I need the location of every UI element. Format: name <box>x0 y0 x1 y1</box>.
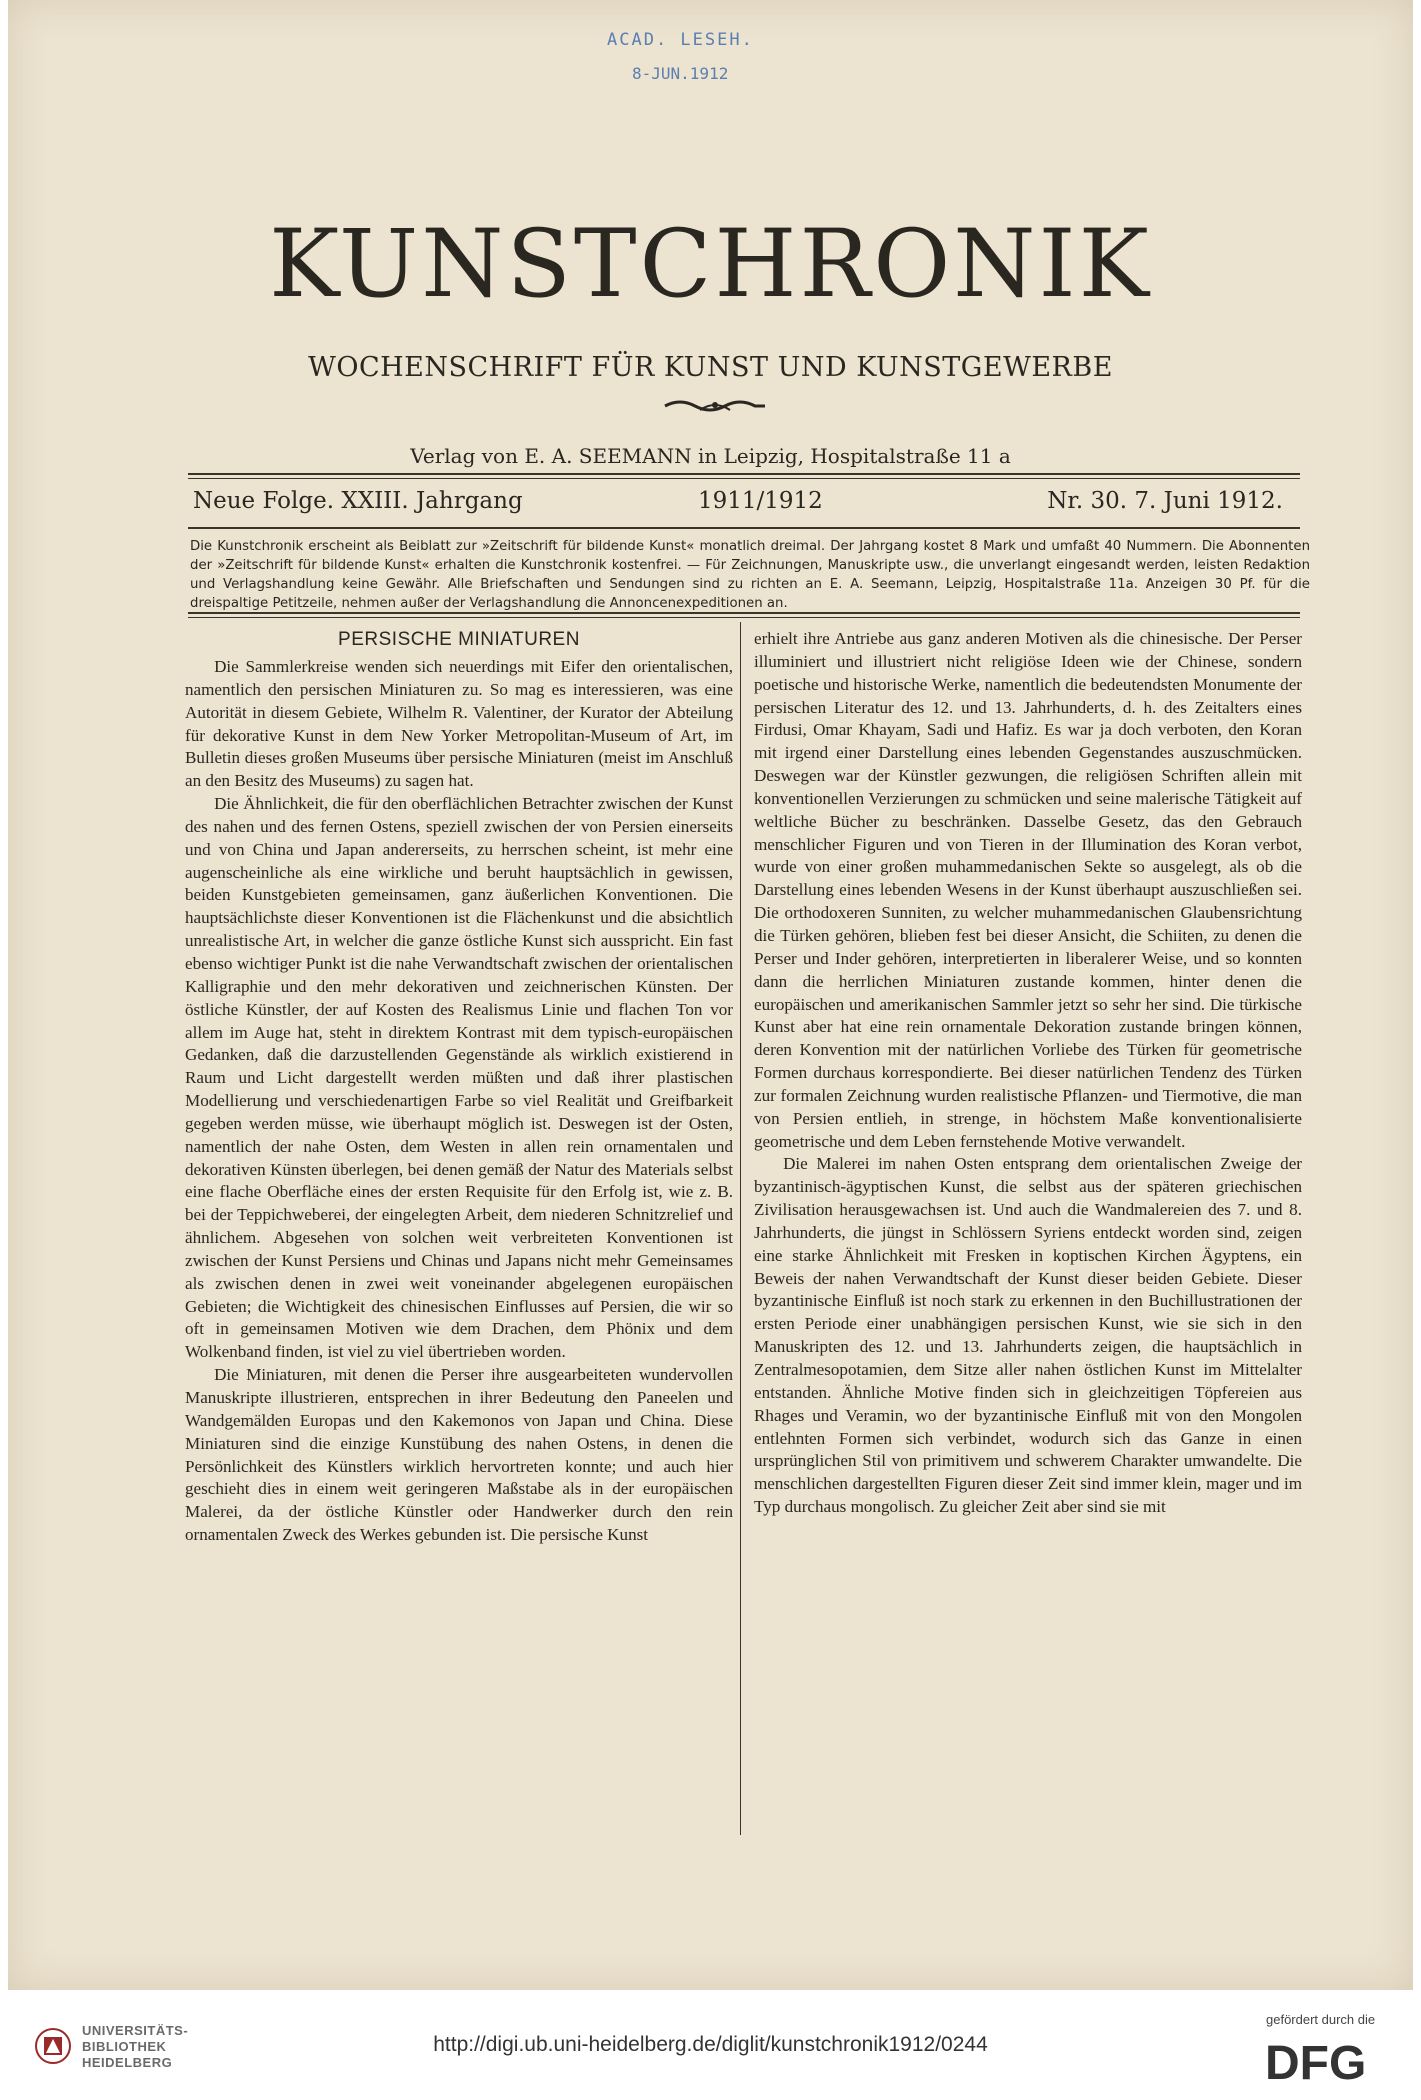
issue-rule <box>188 527 1300 529</box>
article-left-column <box>185 628 733 1547</box>
article-paragraph: Die Ähnlichkeit, die für den oberflächlichen Betrachter zwischen der Kunst des nahen und des fernen Ostens, speziell zwischen der von Persien einerseits und von China und Japan andererseits, zu herrschen scheint, ist mehr eine augenscheinliche als eine wirkliche und beruht hauptsächlich in gewissen, beiden Kunstgebieten gemeinsamen, ganz äußerlichen Konventionen. Die hauptsächlichste dieser Konventionen ist die Flächenkunst und die absichtlich unrealistische Art, in welcher die ganze östliche Kunst sich ausspricht. Ein fast ebenso wichtiger Punkt ist die nahe Verwandtschaft zwischen der orientalischen Kalligraphie und den mehr dekorativen und zeichnerischen Künsten. Der östliche Künstler, der auf Kosten des Realismus Linie und flachen Ton vor allem im Auge hat, steht in direktem Kontrast mit dem typisch-europäischen Gedanken, daß die darzustellenden Gegenstände als wirklich existierend in Raum und Licht dargestellt werden müßten und daß ihrer plastischen Modellierung und verschiedenartigen Farbe so viel Realität und Greifbarkeit gegeben werden müsse, wie überhaupt möglich ist. Deswegen ist der Osten, namentlich der nahe Osten, dem Westen in allen rein ornamentalen und dekorativen Künsten überlegen, bei denen gemäß der Natur des Materials selbst eine flache Oberfläche eines der ersten Requisite für den Erfolg ist, wie z. B. bei der Teppichweberei, der eingelegten Arbeit, dem niederen Schnitzrelief und ähnlichem. Abgesehen von solchen weit verbreiteten Konventionen ist zwischen der Kunst Persiens und Chinas und Japans nicht mehr Gemeinsames als zwischen denen in zwei weit voneinander abgelegenen europäischen Gebieten; die Wichtigkeit des chinesischen Einflusses auf Persien, die wir so oft in gemeinsamen Motiven wie dem Drachen, dem Phönix und dem Wolkenband finden, ist viel zu viel übertrieben worden. <box>185 794 733 1362</box>
notice-rule <box>188 612 1300 614</box>
article-paragraph: erhielt ihre Antriebe aus ganz anderen Motiven als die chinesische. Der Perser illuminiert und illustriert nicht religiöse Ideen wie der Chinese, sondern poetische und historische Werke, namentlich die bedeutendsten Monumente der persischen Literatur des 12. und 13. Jahrhunderts, d. h. des Zeitalters eines Firdusi, Omar Khayam, Sadi und Hafiz. Es war ja doch verboten, den Koran mit irgend einer Darstellung eines lebenden Gegenstandes auszuschmücken. Deswegen war der Künstler gezwungen, die religiösen Schriften allein mit konventionellen Verzierungen zu schmücken und seine malerische Tätigkeit auf weltliche Bücher zu beschränken. Dasselbe Gesetz, das den Gebrauch menschlicher Figuren und von Tieren in der Illumination des Koran verbot, wurde von einer großen muhammedanischen Sekte so ausgelegt, als ob die Darstellung eines lebenden Wesens in der Kunst überhaupt auszuschließen sei. Die orthodoxeren Sunniten, zu welcher muhammedanischen Glaubensrichtung die Türken gehören, blieben fest bei dieser Ansicht, die Schiiten, zu denen die Perser und Inder gehören, interpretierten in liberalerer Weise, und so konnten dann die herrlichen Miniaturen zustande kommen, hinter denen die europäischen und amerikanischen Sammler jetzt so sehr her sind. Die türkische Kunst aber hat eine rein ornamentale Dekoration zustande bringen können, deren Konvention mit der natürlichen Vorliebe des Türken für geometrische Formen durchaus korrespondierte. Bei dieser natürlichen Tendenz des Türken zur formalen Zeichnung wurden realistische Pflanzen- und Tiermotive, die man von Persien entlieh, in strenge, in höchstem Maße konventionalisierte geometrische und dem Leben fernstehende Motive verwandelt. <box>754 629 1302 1151</box>
article-paragraph: Die Sammlerkreise wenden sich neuerdings mit Eifer den orientalischen, namentlich den persischen Miniaturen zu. So mag es interessieren, was eine Autorität in diesem Gebiete, Wilhelm R. Valentiner, der Kurator der Abteilung für dekorative Kunst in dem New Yorker Metropolitan-Museum of Art, im Bulletin dieses großen Museums über persische Miniaturen (meist im Anschluß an den Besitz des Museums) zu sagen hat. <box>185 657 733 791</box>
article-title: PERSISCHE MINIATUREN <box>338 629 580 650</box>
institution-line: HEIDELBERG <box>82 2055 173 2070</box>
issue-series: Neue Folge. XXIII. Jahrgang <box>193 488 523 514</box>
institution-line: UNIVERSITÄTS- <box>82 2023 189 2038</box>
article-right-column <box>754 628 1302 1519</box>
header-rule-top <box>188 473 1300 475</box>
article-paragraph: Die Miniaturen, mit denen die Perser ihre ausgearbeiteten wundervollen Manuskripte illustrieren, entsprechen in ihrer Bedeutung den Paneelen und Wandgemälden Europas und den Kakemonos von Japan und China. Diese Miniaturen sind die einzige Kunstübung des nahen Ostens, in denen die Persönlichkeit des Künstlers wirklich hervortreten konnte; und auch hier geschieht dies in einem weit geringeren Maßstabe als in der europäischen Malerei, da der östliche Künstler oder Handwerker durch den rein ornamentalen Zweck des Werkes gebunden ist. Die persische Kunst <box>185 1365 733 1545</box>
column-divider <box>740 622 741 1835</box>
masthead-subtitle: WOCHENSCHRIFT FÜR KUNST UND KUNSTGEWERBE <box>308 352 1113 383</box>
issue-number-date: Nr. 30. 7. Juni 1912. <box>1047 488 1283 514</box>
library-stamp-date: 8-JUN.1912 <box>632 64 729 83</box>
article-paragraph: Die Malerei im nahen Osten entsprang dem orientalischen Zweige der byzantinisch-ägyptischen Kunst, die selbst aus der späteren griechischen Zivilisation herausgewachsen ist. Und auch die Wandmalereien des 7. und 8. Jahrhunderts, die jüngst in Schlössern Syriens entdeckt worden sind, zeigen eine starke Ähnlichkeit mit Fresken in koptischen Kirchen Ägyptens, ein Beweis der nahen Verwandtschaft der Kunst dieser beiden Gebiete. Dieser byzantinische Einfluß ist noch stark zu erkennen in den Buchillustrationen der ersten Periode einer unabhängigen persischen Kunst, wie sie sich in den Manuskripten des 12. und 13. Jahrhunderts zeigen, die hauptsächlich in Zentralmesopotamien, dem Sitze aller nahen östlichen Kunst im Mittelalter entstanden. Ähnliche Motive finden sich in gleichzeitigen Töpfereien aus Rhages und Veramin, wo der byzantinische Einfluß mit von den Mongolen entlehnten Formen sich verbindet, wodurch sich das Ganze in einen ursprünglichen Stil von primitivem und schwerem Charakter umwandelte. Die menschlichen dargestellten Figuren dieser Zeit sind immer klein, mager und im Typ durchaus mongolisch. Zu gleicher Zeit aber sind sie mit <box>754 1154 1302 1517</box>
publisher-line: Verlag von E. A. SEEMANN in Leipzig, Hospitalstraße 11 a <box>410 444 1011 468</box>
dfg-logo-text: DFG <box>1265 2037 1367 2087</box>
notice-rule-thin <box>188 617 1300 618</box>
ornament-icon <box>660 396 770 416</box>
issue-years: 1911/1912 <box>698 488 823 514</box>
institution-line: BIBLIOTHEK <box>82 2039 167 2054</box>
issue-info <box>193 488 1283 518</box>
masthead-title: KUNSTCHRONIK <box>269 210 1152 319</box>
subscription-notice: Die Kunstchronik erscheint als Beiblatt zur »Zeitschrift für bildende Kunst« monatlich dreimal. Der Jahrgang kostet 8 Mark und umfaßt 40 Nummern. Die Abonnenten der »Zeitschrift für bildende Kunst« erhalten die Kunstchronik kostenfrei. — Für Zeichnungen, Manuskripte usw., die unverlangt eingesandt werden, leisten Redaktion und Verlagshandlung keine Gewähr. Alle Briefschaften und Sendungen sind zu richten an E. A. Seemann, Leipzig, Hospitalstraße 11a. Anzeigen 30 Pf. für die dreispaltige Petitzeile, nehmen außer der Verlagshandlung die Annoncenexpeditionen an. <box>190 539 1310 611</box>
library-stamp-line1: ACAD. LESEH. <box>607 30 754 50</box>
dfg-logo-icon <box>1265 2037 1395 2087</box>
funded-by-label: gefördert durch die <box>1266 2012 1376 2027</box>
header-rule-top-thin <box>188 478 1300 479</box>
permalink-url[interactable]: http://digi.ub.uni-heidelberg.de/diglit/kunstchronik1912/0244 <box>433 2033 988 2056</box>
